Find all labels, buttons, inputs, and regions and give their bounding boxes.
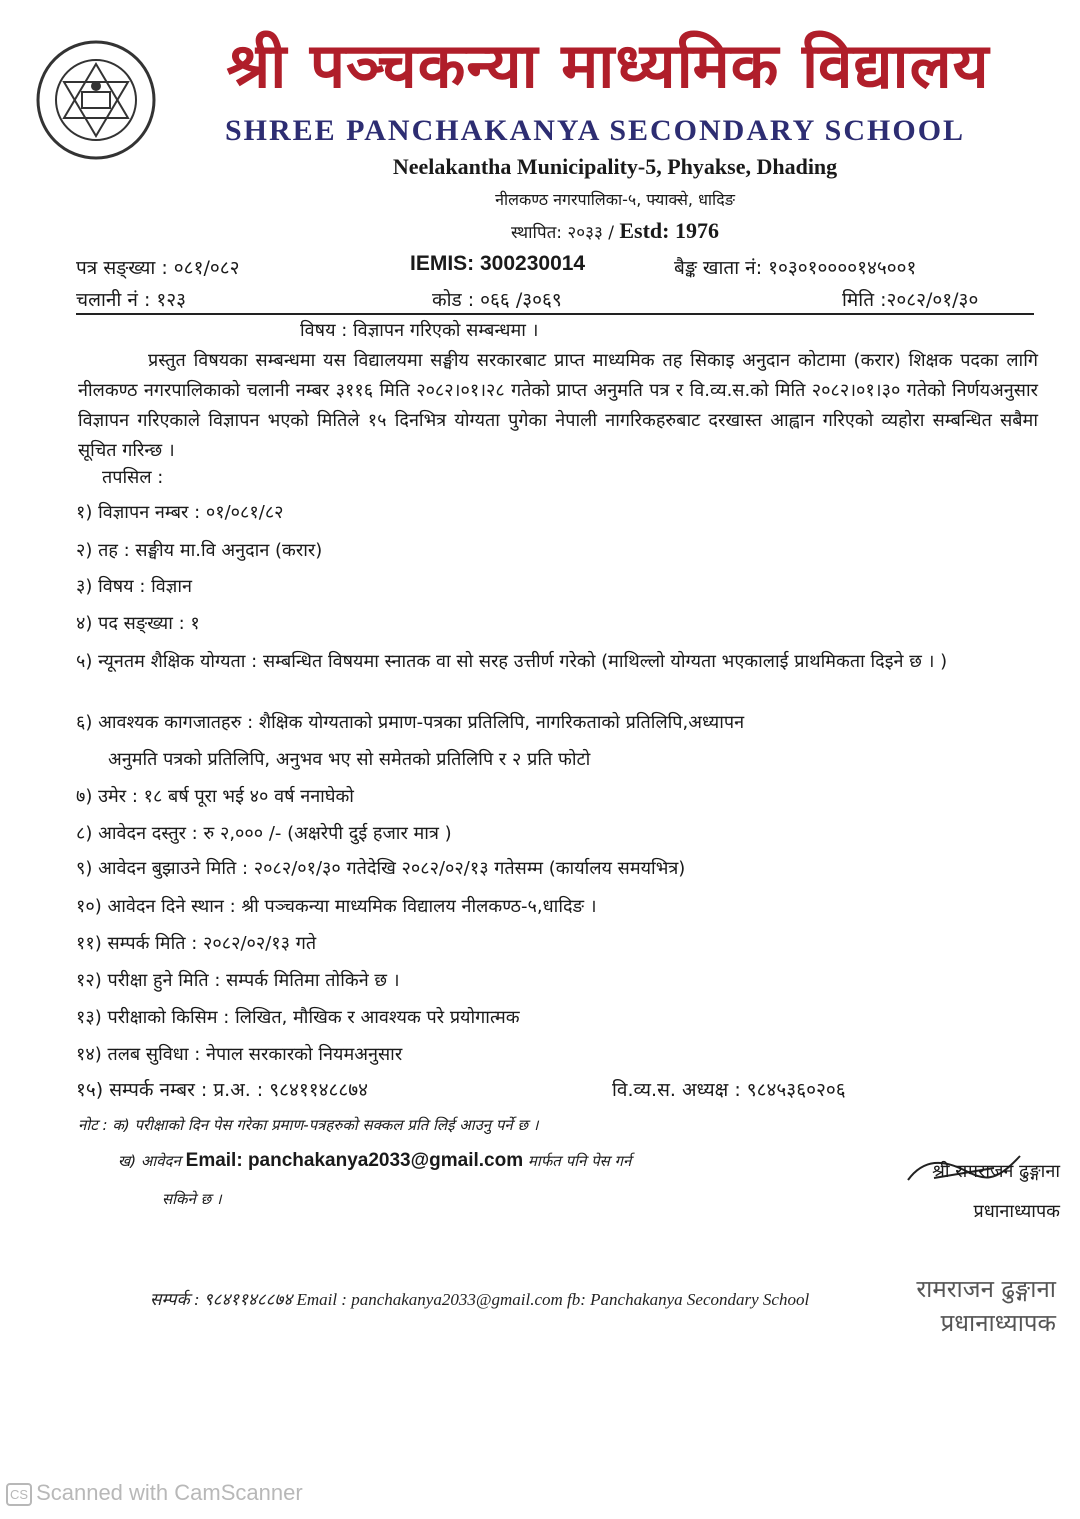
bank-account: बैङ्क खाता नं: १०३०१००००१४५००१ [674,257,917,279]
list-item: ५) न्यूनतम शैक्षिक योग्यता : सम्बन्धित विषयमा स्नातक वा सो सरह उत्तीर्ण गरेको (माथिल्लो योग्यता भएकालाई प्राथमिकता दिइने छ । ) [76,651,948,672]
list-item: अनुमति पत्रको प्रतिलिपि, अनुभव भए सो समेतको प्रतिलिपि र २ प्रति फोटो [108,749,591,770]
stamp-designation: प्रधानाध्यापक [940,1309,1056,1337]
note-line-2-suffix: मार्फत पनि पेस गर्न [527,1152,632,1170]
note-line-1: नोट : क) परीक्षाको दिन पेस गरेका प्रमाण-पत्रहरुको सक्कल प्रति लिई आउनु पर्ने छ । [78,1116,539,1134]
list-item: ११) सम्पर्क मिति : २०८२/०२/१३ गते [76,933,317,954]
school-name-english: SHREE PANCHAKANYA SECONDARY SCHOOL [224,114,966,147]
header-divider [76,313,1034,315]
estd-english: Estd: 1976 [619,218,719,243]
list-item: १४) तलब सुविधा : नेपाल सरकारको नियमअनुसार [76,1044,403,1065]
note-line-3: सकिने छ । [162,1190,222,1208]
list-item: १२) परीक्षा हुने मिति : सम्पर्क मितिमा तोकिने छ । [76,970,400,991]
address-english: Neelakantha Municipality-5, Phyakse, Dhading [392,154,838,179]
contact-number-chair: वि.व्य.स. अध्यक्ष : ९८४५३६०२०६ [612,1079,846,1101]
established-line [200,218,1030,244]
letter-date: मिति :२०८२/०१/३० [842,289,979,311]
school-code: कोड : ०६६ /३०६९ [432,289,562,311]
subject-line: विषय : विज्ञापन गरिएको सम्बन्धमा । [300,320,539,341]
footer-contact: सम्पर्क : ९८४११४८८७४ Email : panchakanya2033@gmail.com fb: Panchakanya Secondary School [150,1290,810,1309]
note-email: Email: panchakanya2033@gmail.com [185,1150,524,1171]
signature-block [860,1152,1060,1232]
list-item: १०) आवेदन दिने स्थान : श्री पञ्चकन्या माध्यमिक विद्यालय नीलकण्ठ-५,धादिङ । [76,896,597,917]
stamp-name: रामराजन ढुङ्गाना [916,1275,1056,1303]
list-item: ९) आवेदन बुझाउने मिति : २०८२/०१/३० गतेदेखि २०८२/०२/१३ गतेसम्म (कार्यालय समयभित्र) [76,858,686,879]
school-name-nepali: श्री पञ्चकन्या माध्यमिक विद्यालय [226,29,990,102]
list-item: ८) आवेदन दस्तुर : रु २,००० /- (अक्षरेपी दुई हजार मात्र ) [76,823,452,844]
iemis-code: IEMIS: 300230014 [410,252,586,275]
letter-number: पत्र सङ्ख्या : ०८१/०८२ [76,257,240,279]
signatory-name: श्री रामराजन ढुङ्गाना [932,1161,1060,1182]
body-paragraph: प्रस्तुत विषयका सम्बन्धमा यस विद्यालयमा सङ्घीय सरकारबाट प्राप्त माध्यमिक तह सिकाइ अनुदान कोटामा (करार) शिक्षक पदका लागि नीलकण्ठ नगरपालिकाको चलानी नम्बर ३११६ मिति २०८२।०१।२८ गतेको प्राप्त अनुमति पत्र र वि.व्य.स.को मिति २०८२।०१।३० गतेको निर्णयअनुसार विज्ञापन गरिएकाले विज्ञापन भएको मितिले १५ दिनभित्र योग्यता पुगेका नेपाली नागरिकहरुबाट दरखास्त आह्वान गरिएको व्यहोरा सम्बन्धित सबैमा सूचित गरिन्छ । [78,350,1038,461]
list-item: ७) उमेर : १८ बर्ष पूरा भई ४० वर्ष ननाघेको [76,786,354,807]
list-item: ६) आवश्यक कागजातहरु : शैक्षिक योग्यताको प्रमाण-पत्रका प्रतिलिपि, नागरिकताको प्रतिलिपि,अध्यापन [76,712,745,733]
note-line-2-prefix: ख) आवेदन [118,1152,181,1170]
details-heading: तपसिल : [102,467,164,488]
list-item: ३) विषय : विज्ञान [76,576,192,597]
camscanner-text: Scanned with CamScanner [36,1480,303,1505]
list-item: ४) पद सङ्ख्या : १ [76,613,200,634]
school-emblem-icon [34,38,158,162]
estd-nepali: स्थापित: २०३३ / [511,223,614,243]
list-item: १) विज्ञापन नम्बर : ०१/०८१/८२ [76,502,284,523]
list-item: १३) परीक्षाको किसिम : लिखित, मौखिक र आवश्यक परे प्रयोगात्मक [76,1007,520,1028]
name-stamp [846,1272,1056,1340]
list-item: २) तह : सङ्घीय मा.वि अनुदान (करार) [76,540,323,561]
camscanner-watermark [6,1480,303,1506]
note-line-2 [118,1148,631,1174]
signatory-designation: प्रधानाध्यापक [973,1201,1060,1222]
address-nepali: नीलकण्ठ नगरपालिका-५, फ्याक्से, धादिङ [495,190,735,209]
contact-number-head: १५) सम्पर्क नम्बर : प्र.अ. : ९८४११४८८७४ [76,1079,369,1101]
camscanner-icon: CS [6,1483,32,1506]
dispatch-number: चलानी नं : १२३ [76,289,187,311]
